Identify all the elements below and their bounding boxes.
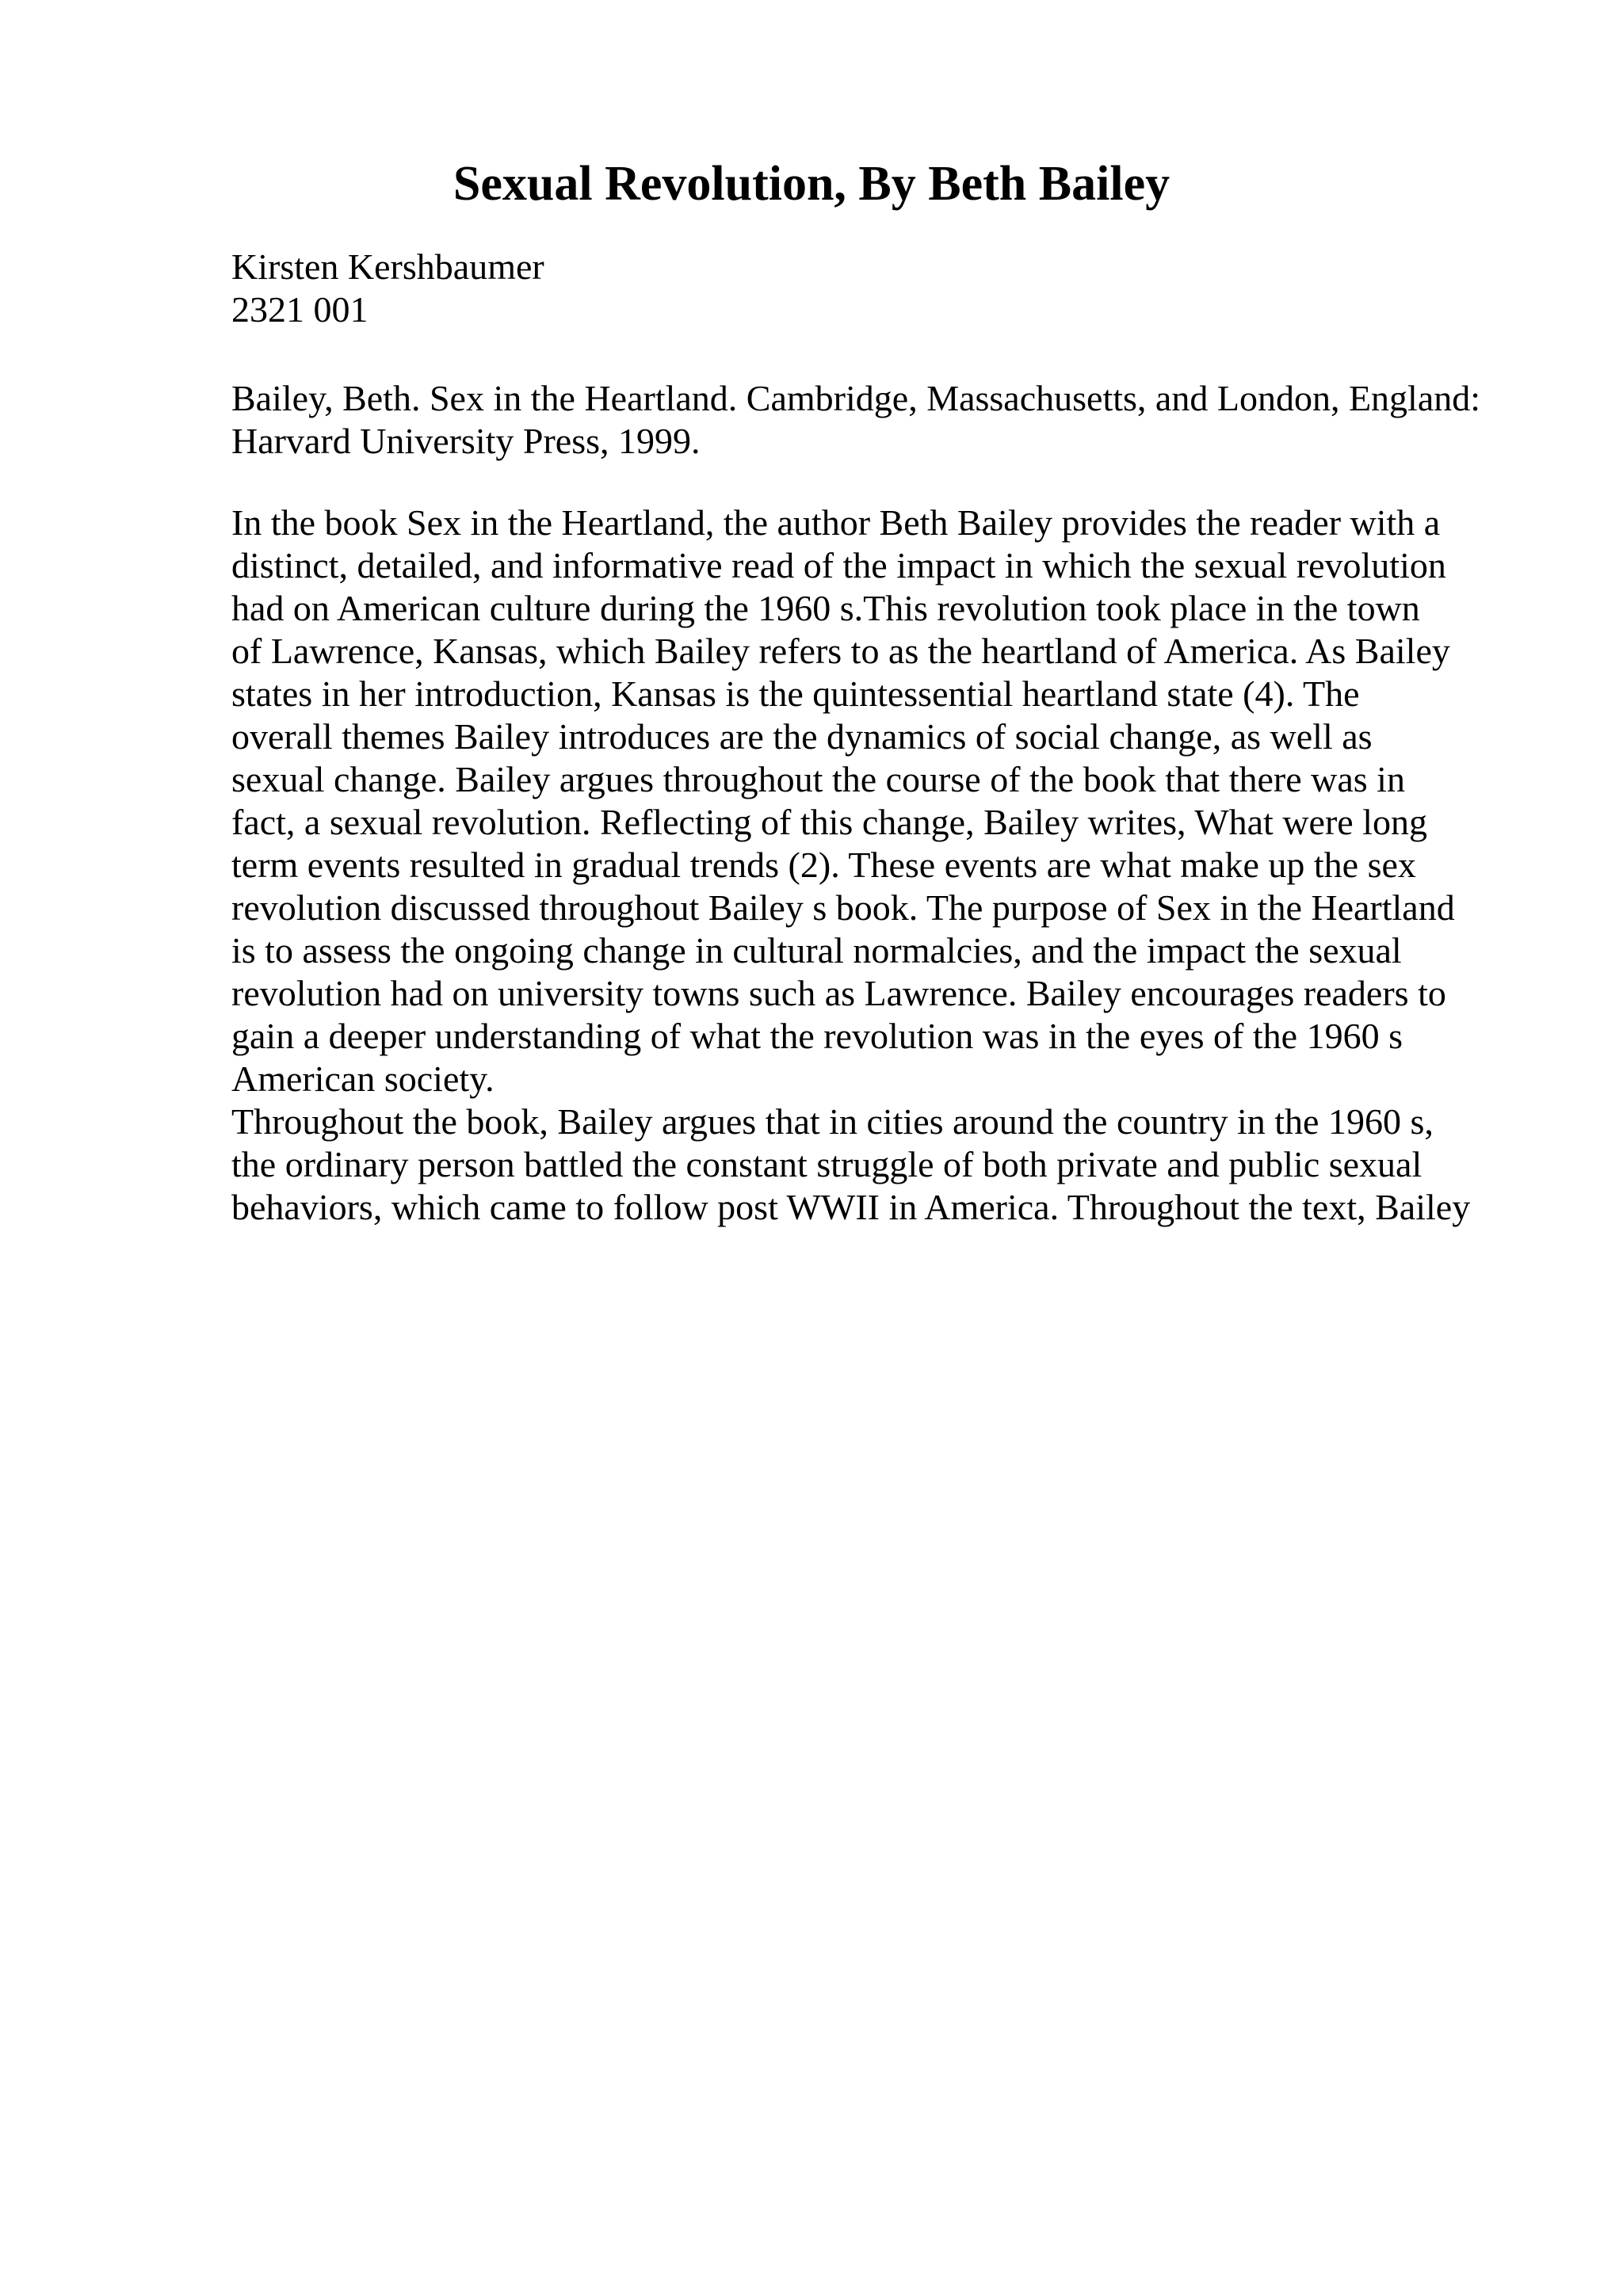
course-number: 2321 001 xyxy=(231,289,369,330)
body-line: term events resulted in gradual trends (2). These events are what make up the sex xyxy=(231,845,1416,885)
body-line: revolution had on university towns such as Lawrence. Bailey encourages readers to xyxy=(231,973,1446,1013)
body-line: In the book Sex in the Heartland, the author Beth Bailey provides the reader with a xyxy=(231,502,1441,543)
body-line: states in her introduction, Kansas is the quintessential heartland state (4). The xyxy=(231,673,1360,714)
author-info xyxy=(231,246,544,331)
body-line: gain a deeper understanding of what the revolution was in the eyes of the 1960 s xyxy=(231,1016,1403,1056)
citation-line: Bailey, Beth. Sex in the Heartland. Cambridge, Massachusetts, and London, England: xyxy=(231,378,1481,418)
body-line: had on American culture during the 1960 s.This revolution took place in the town xyxy=(231,588,1420,628)
body-line: distinct, detailed, and informative read of the impact in which the sexual revolution xyxy=(231,545,1446,585)
body-line: fact, a sexual revolution. Reflecting of this change, Bailey writes, What were long xyxy=(231,802,1427,842)
body-line: Throughout the book, Bailey argues that in cities around the country in the 1960 s, xyxy=(231,1101,1434,1142)
body-line: behaviors, which came to follow post WWII in America. Throughout the text, Bailey xyxy=(231,1187,1471,1227)
body-line: revolution discussed throughout Bailey s book. The purpose of Sex in the Heartland xyxy=(231,887,1455,928)
body-line: is to assess the ongoing change in cultural normalcies, and the impact the sexual xyxy=(231,930,1402,971)
citation-line: Harvard University Press, 1999. xyxy=(231,421,701,461)
body-line: of Lawrence, Kansas, which Bailey refers to as the heartland of America. As Bailey xyxy=(231,631,1450,671)
page-title: Sexual Revolution, By Beth Bailey xyxy=(453,157,1170,211)
body-line: sexual change. Bailey argues throughout the course of the book that there was in xyxy=(231,759,1405,799)
body-line: American society. xyxy=(231,1058,495,1099)
citation xyxy=(231,377,1480,463)
body-line: the ordinary person battled the constant struggle of both private and public sexual xyxy=(231,1144,1423,1184)
body-text xyxy=(231,502,1470,1229)
body-line: overall themes Bailey introduces are the dynamics of social change, as well as xyxy=(231,716,1373,757)
author-name: Kirsten Kershbaumer xyxy=(231,246,544,287)
